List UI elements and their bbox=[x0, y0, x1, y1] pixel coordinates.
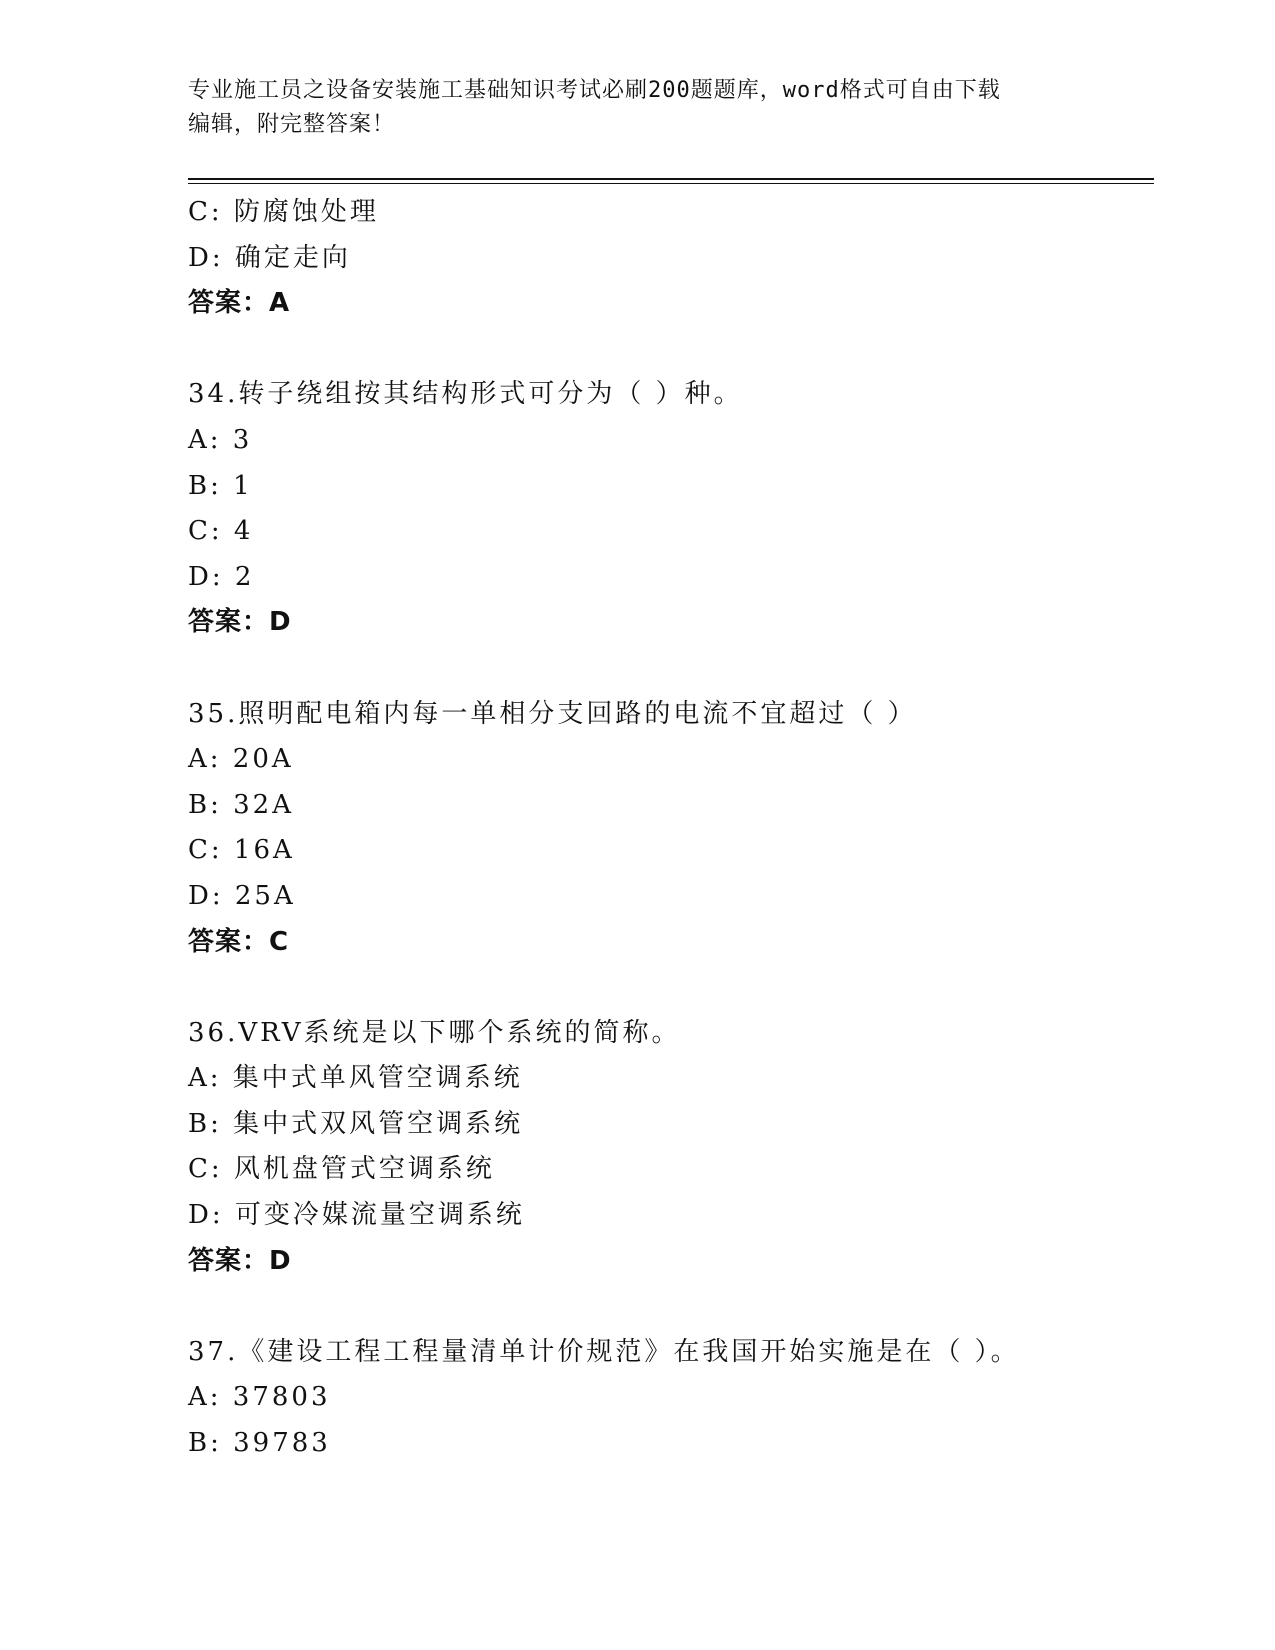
question-33-continued bbox=[188, 190, 1148, 327]
option-a: A: 3 bbox=[188, 424, 253, 455]
question-35 bbox=[188, 692, 1148, 966]
option-b: B: 1 bbox=[188, 470, 253, 501]
answer-line: 答案：C bbox=[188, 926, 290, 957]
option-d: D: 确定走向 bbox=[188, 242, 351, 273]
option-a: A: 集中式单风管空调系统 bbox=[188, 1063, 523, 1094]
option-b: B: 32A bbox=[188, 789, 294, 820]
spacer bbox=[188, 327, 1148, 373]
document-header bbox=[188, 74, 1088, 142]
question-stem: 35.照明配电箱内每一单相分支回路的电流不宜超过（ ） bbox=[188, 698, 917, 729]
option-c: C: 4 bbox=[188, 516, 254, 547]
spacer bbox=[188, 965, 1148, 1011]
option-d: D: 可变冷媒流量空调系统 bbox=[188, 1200, 525, 1231]
answer-line: 答案：D bbox=[188, 607, 292, 638]
option-b: B: 集中式双风管空调系统 bbox=[188, 1108, 524, 1139]
question-stem: 34.转子绕组按其结构形式可分为（ ）种。 bbox=[188, 379, 743, 410]
question-37 bbox=[188, 1330, 1148, 1467]
option-c: C: 风机盘管式空调系统 bbox=[188, 1154, 495, 1185]
header-divider bbox=[188, 178, 1154, 184]
option-b: B: 39783 bbox=[188, 1428, 331, 1459]
question-stem: 36.VRV系统是以下哪个系统的简称。 bbox=[188, 1017, 681, 1048]
option-a: A: 20A bbox=[188, 744, 294, 775]
question-list bbox=[188, 190, 1148, 1467]
option-d: D: 25A bbox=[188, 880, 296, 911]
header-line-1: 专业施工员之设备安装施工基础知识考试必刷200题题库，word格式可自由下载 bbox=[188, 78, 1001, 103]
answer-line: 答案：D bbox=[188, 1245, 292, 1276]
option-c: C: 16A bbox=[188, 835, 295, 866]
question-34 bbox=[188, 372, 1148, 646]
option-a: A: 37803 bbox=[188, 1382, 331, 1413]
header-line-2: 编辑，附完整答案！ bbox=[188, 112, 396, 137]
question-stem: 37.《建设工程工程量清单计价规范》在我国开始实施是在（ ）。 bbox=[188, 1336, 1020, 1367]
spacer bbox=[188, 646, 1148, 692]
spacer bbox=[188, 1284, 1148, 1330]
answer-line: 答案：A bbox=[188, 288, 291, 319]
option-d: D: 2 bbox=[188, 561, 255, 592]
option-c: C: 防腐蚀处理 bbox=[188, 197, 379, 227]
question-36 bbox=[188, 1011, 1148, 1285]
